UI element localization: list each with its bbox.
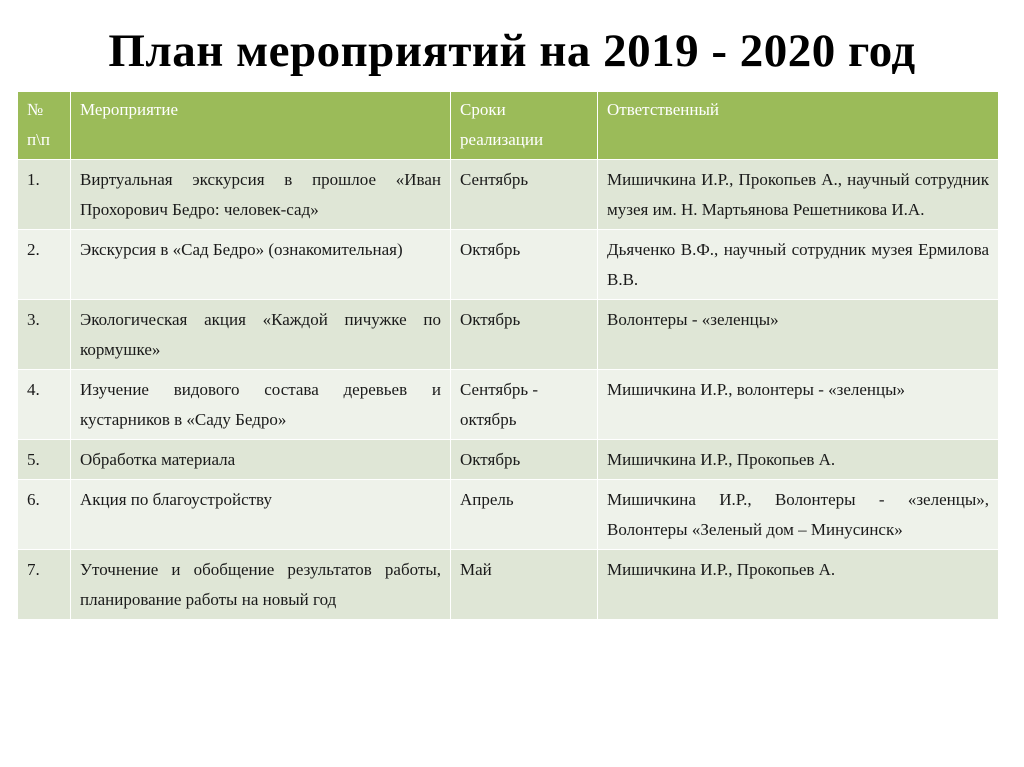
row-responsible: Дьяченко В.Ф., научный сотрудник музея Ермилова В.В. — [598, 230, 999, 300]
row-term: Октябрь — [451, 440, 598, 480]
table-row — [18, 370, 999, 440]
row-event: Экологическая акция «Каждой пичужке по кормушке» — [71, 300, 451, 370]
row-num: 3. — [18, 300, 71, 370]
row-num: 2. — [18, 230, 71, 300]
events-table — [17, 91, 999, 620]
row-responsible: Мишичкина И.Р., волонтеры - «зеленцы» — [598, 370, 999, 440]
table-row — [18, 160, 999, 230]
header-responsible: Ответственный — [598, 92, 999, 160]
header-num: № п\п — [18, 92, 71, 160]
row-event: Изучение видового состава деревьев и кустарников в «Саду Бедро» — [71, 370, 451, 440]
row-event: Экскурсия в «Сад Бедро» (ознакомительная) — [71, 230, 451, 300]
row-responsible: Мишичкина И.Р., Прокопьев А., научный сотрудник музея им. Н. Мартьянова Решетникова И.А. — [598, 160, 999, 230]
table-row — [18, 230, 999, 300]
row-responsible: Мишичкина И.Р., Прокопьев А. — [598, 550, 999, 620]
row-num: 7. — [18, 550, 71, 620]
row-term: Сентябрь — [451, 160, 598, 230]
row-num: 1. — [18, 160, 71, 230]
row-event: Обработка материала — [71, 440, 451, 480]
row-term: Май — [451, 550, 598, 620]
row-term: Октябрь — [451, 300, 598, 370]
table-header-row — [18, 92, 999, 160]
row-event: Виртуальная экскурсия в прошлое «Иван Прохорович Бедро: человек-сад» — [71, 160, 451, 230]
row-event: Уточнение и обобщение результатов работы, планирование работы на новый год — [71, 550, 451, 620]
row-num: 4. — [18, 370, 71, 440]
row-term: Апрель — [451, 480, 598, 550]
row-event: Акция по благоустройству — [71, 480, 451, 550]
row-num: 6. — [18, 480, 71, 550]
row-responsible: Волонтеры - «зеленцы» — [598, 300, 999, 370]
row-responsible: Мишичкина И.Р., Волонтеры - «зеленцы», Волонтеры «Зеленый дом – Минусинск» — [598, 480, 999, 550]
row-term: Октябрь — [451, 230, 598, 300]
row-responsible: Мишичкина И.Р., Прокопьев А. — [598, 440, 999, 480]
table-row — [18, 550, 999, 620]
table-row — [18, 440, 999, 480]
table-row — [18, 300, 999, 370]
page-title: План мероприятий на 2019 - 2020 год — [108, 25, 916, 77]
table-row — [18, 480, 999, 550]
row-num: 5. — [18, 440, 71, 480]
header-event: Мероприятие — [71, 92, 451, 160]
header-term: Сроки реализации — [451, 92, 598, 160]
row-term: Сентябрь - октябрь — [451, 370, 598, 440]
